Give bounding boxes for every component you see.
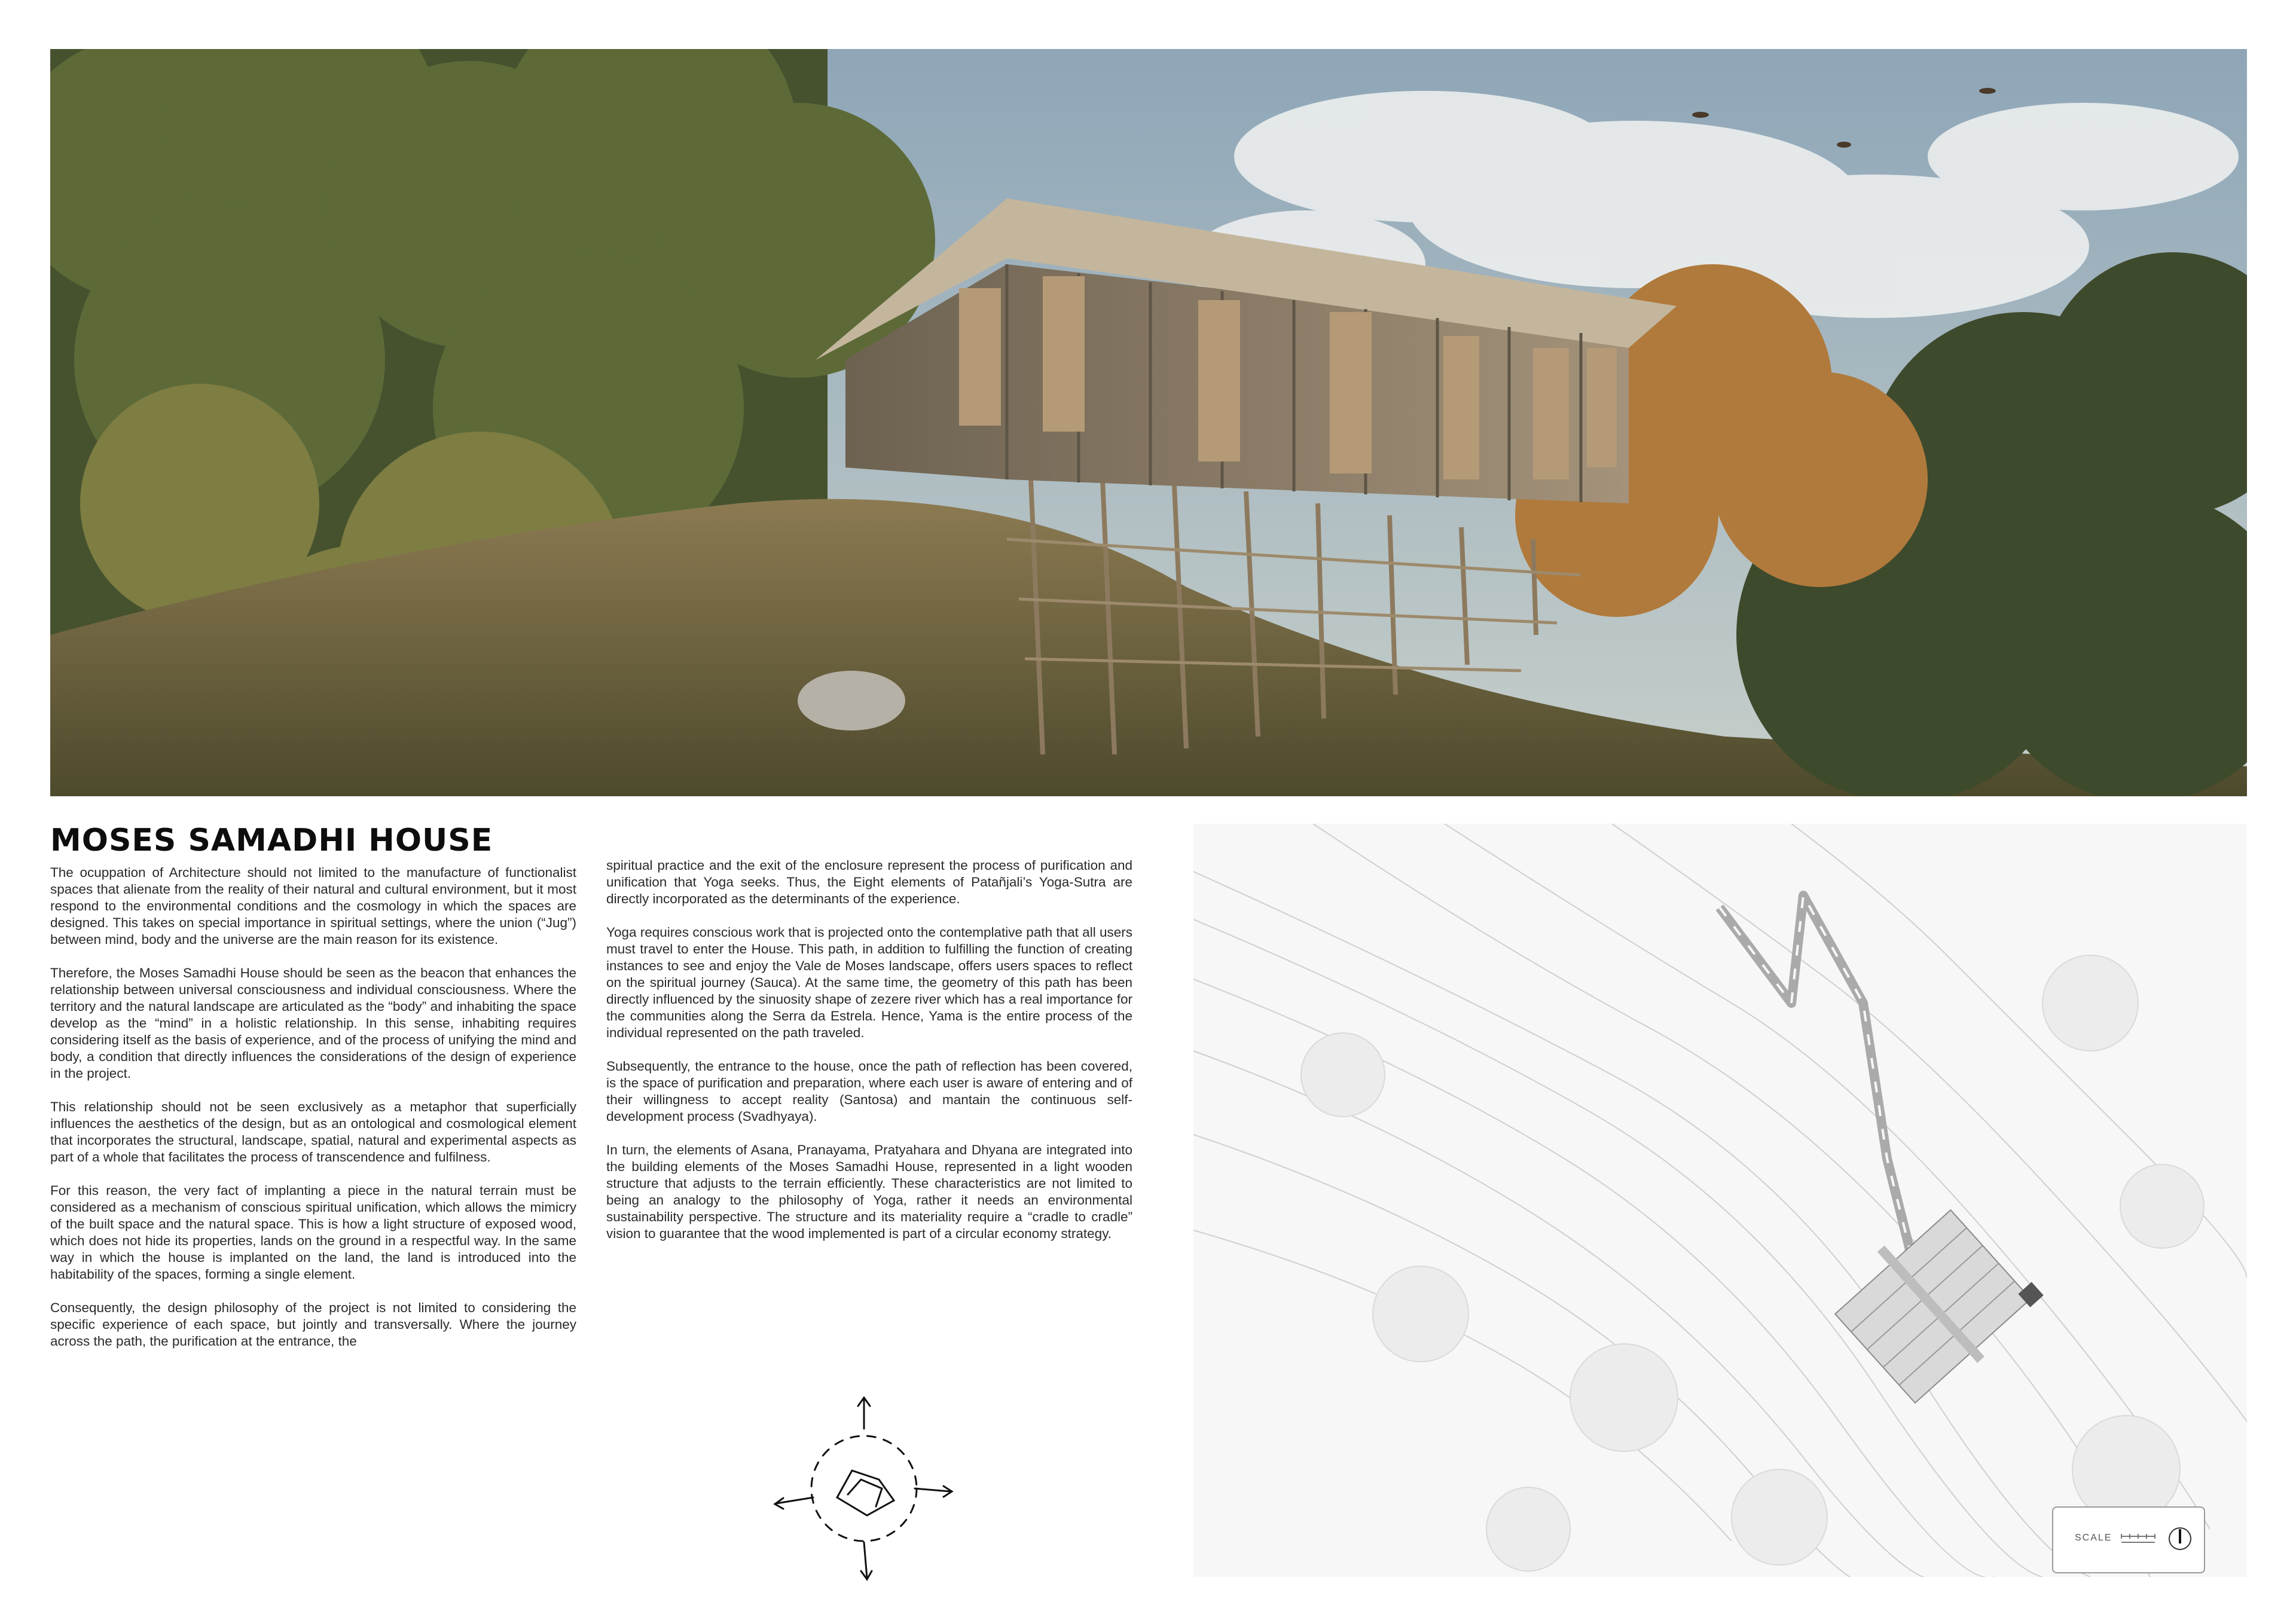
site-plan-drawing — [1193, 824, 2247, 1577]
render-image — [50, 49, 2247, 796]
text-column-left — [50, 864, 576, 1367]
paragraph: spiritual practice and the exit of the enclosure represent the process of purification and unification that Yoga seeks. Thus, the Eight elements of Patañjali’s Yoga-Sutra are directly incorporated as the determinants of the experience. — [606, 858, 1132, 906]
hero-render — [50, 49, 2247, 796]
paragraph: In turn, the elements of Asana, Pranayama, Pratyahara and Dhyana are integrated into the building elements of the Moses Samadhi House, represented in a light wooden structure that adjusts to the terrain efficiently. These characteristics are not limited to being an analogy to the philosophy of Yoga, rather it needs an environmental sustainability perspective. The structure and its materiality require a “cradle to cradle” vision to guarantee that the wood implemented is part of a circular economy strategy. — [606, 1142, 1132, 1241]
paragraph: This relationship should not be seen exclusively as a metaphor that superficially influences the aesthetics of the design, but as an ontological and cosmological element that incorporates the structural, landscape, spatial, natural and experimental aspects as part of a whole that facilitates the process of transcendence and fulfilness. — [50, 1099, 576, 1164]
compass-sketch-icon — [765, 1393, 963, 1584]
scale-legend — [2052, 1506, 2205, 1573]
text-column-right — [606, 857, 1132, 1259]
paragraph: The ocuppation of Architecture should not limited to the manufacture of functionalist spaces that alienate from the reality of their natural and cultural environment, but it most respond to the environmental conditions and the cosmology in which the spaces are designed. This takes on special importance in spiritual settings, where the union (“Jug”) between mind, body and the universe are the main reason for its existence. — [50, 865, 576, 947]
paragraph: Yoga requires conscious work that is projected onto the contemplative path that all users must travel to enter the House. This path, in addition to fulfilling the function of creating instances to see and enjoy the Vale de Moses landscape, offers users spaces to reflect on the spiritual journey (Sauca). At the same time, the geometry of this path has been directly influenced by the sinuosity shape of zezere river which has a real importance for the communities along the Serra da Estrela. Hence, Yama is the entire process of the individual represented on the path traveled. — [606, 925, 1132, 1040]
paragraph: Subsequently, the entrance to the house, once the path of reflection has been covered, is the space of purification and preparation, where each user is aware of entering and of their willingness to accept reality (Santosa) and mantain the continuous self-development process (Svadhyaya). — [606, 1059, 1132, 1124]
site-plan — [1193, 824, 2247, 1577]
scale-label: SCALE — [2075, 1533, 2112, 1543]
scale-bar-icon — [2120, 1529, 2156, 1547]
paragraph: Consequently, the design philosophy of the project is not limited to considering the specific experience of each space, but jointly and transversally. Where the journey across the path, the purification at the entrance, the — [50, 1300, 576, 1349]
north-arrow-icon — [2167, 1526, 2193, 1552]
paragraph: For this reason, the very fact of implanting a piece in the natural terrain must be considered as a mechanism of conscious spiritual unification, which allows the mimicry of the built space and the natural space. This is how a light structure of exposed wood, which does not hide its properties, lands on the ground in a respectful way. In the same way in which the house is implanted on the land, the land is introduced into the habitability of the spaces, forming a single element. — [50, 1183, 576, 1282]
page-title: MOSES SAMADHI HOUSE — [50, 823, 493, 858]
paragraph: Therefore, the Moses Samadhi House should be seen as the beacon that enhances the relationship between universal consciousness and individual consciousness. Where the territory and the natural landscape are articulated as the “body” and inhabiting the space develop as the “mind” in a holistic relationship. In this sense, inhabiting requires considering itself as the basis of experience, and of the process of unifying the mind and body, a condition that directly influences the considerations of the design of experience in the project. — [50, 965, 576, 1081]
